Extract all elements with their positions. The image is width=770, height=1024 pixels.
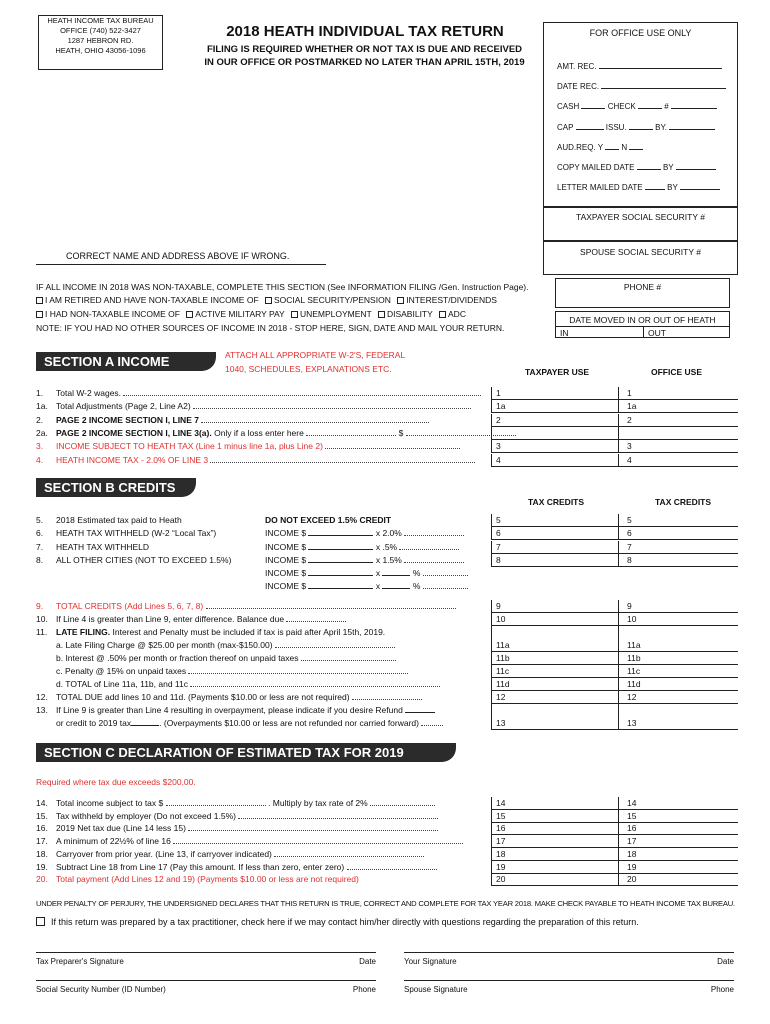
taxpayer-amount-cell[interactable]: 4 xyxy=(492,454,619,467)
line-text: or credit to 2019 tax xyxy=(56,718,132,728)
credit-column xyxy=(491,527,619,540)
practitioner-checkbox[interactable] xyxy=(36,917,45,926)
line-text: Total payment (Add Lines 12 and 19) (Payments $10.00 or less are not required) xyxy=(56,874,359,885)
section-a-title: SECTION A INCOME xyxy=(36,352,216,371)
line-number: 19. xyxy=(36,861,48,872)
out-label: OUT xyxy=(648,328,666,338)
other-city-income-field[interactable] xyxy=(265,568,468,578)
taxpayer-amount-cell[interactable]: 11b xyxy=(492,652,619,665)
taxpayer-amount-cell[interactable]: 1 xyxy=(492,387,619,400)
preparer-signature-line[interactable] xyxy=(36,952,376,966)
spouse-ssn-label: SPOUSE SOCIAL SECURITY # xyxy=(580,247,701,257)
taxpayer-amount-cell[interactable]: 16 xyxy=(492,822,619,835)
line-text: $ xyxy=(158,798,164,808)
taxpayer-amount-cell[interactable]: 11d xyxy=(492,678,619,691)
amount-column xyxy=(618,704,738,717)
bureau-line: OFFICE (740) 522-3427 xyxy=(60,26,141,35)
bureau-address-box xyxy=(38,15,163,70)
taxpayer-column xyxy=(491,797,619,810)
retired-label: I AM RETIRED AND HAVE NON-TAXABLE INCOME OF xyxy=(45,295,259,305)
line-row xyxy=(36,627,385,637)
unemployment-checkbox[interactable] xyxy=(291,311,298,318)
line-text: Total W-2 wages. xyxy=(56,388,122,398)
line-row xyxy=(36,849,424,859)
income-label: INCOME $ xyxy=(265,581,307,591)
name-address-note: CORRECT NAME AND ADDRESS ABOVE IF WRONG. xyxy=(36,251,326,265)
taxpayer-amount-cell[interactable]: 13 xyxy=(492,717,619,730)
taxpayer-amount-cell[interactable]: 11a xyxy=(492,639,619,652)
office-column xyxy=(618,810,738,823)
taxpayer-amount-cell[interactable]: 19 xyxy=(492,861,619,874)
line-text: HEATH INCOME TAX - 2.0% OF LINE 3 xyxy=(56,454,209,465)
office-amount-cell[interactable]: 1a xyxy=(619,400,738,413)
line-number: 14. xyxy=(36,798,48,808)
credit-column xyxy=(618,514,738,527)
filing-line-2: IN OUR OFFICE OR POSTMARKED NO LATER THAN APRIL 15TH, 2019 xyxy=(204,57,525,68)
retired-row xyxy=(36,295,497,305)
taxpayer-use-header: TAXPAYER USE xyxy=(525,367,590,377)
line-number: 4. xyxy=(36,454,44,465)
rate-label: x .5% xyxy=(375,541,398,552)
bureau-line: HEATH INCOME TAX BUREAU xyxy=(47,16,154,25)
taxpayer-credit-cell[interactable]: 5 xyxy=(492,514,619,527)
taxpayer-amount-cell[interactable]: 11c xyxy=(492,665,619,678)
amount-column xyxy=(618,665,738,678)
office-credit-cell[interactable]: 8 xyxy=(619,554,738,567)
line-number: 16. xyxy=(36,823,48,834)
had-nontaxable-checkbox[interactable] xyxy=(36,311,43,318)
section-b-title: SECTION B CREDITS xyxy=(36,478,196,497)
office-column xyxy=(618,797,738,810)
line-text: PAGE 2 INCOME SECTION I, LINE 3(a). xyxy=(56,427,212,438)
line-row xyxy=(36,428,516,438)
retired-checkbox[interactable] xyxy=(36,297,43,304)
filing-line-1: FILING IS REQUIRED WHETHER OR NOT TAX IS DUE AND RECEIVED xyxy=(206,44,523,55)
line-row xyxy=(36,415,429,425)
taxpayer-amount-cell[interactable]: 18 xyxy=(492,848,619,861)
line-number: 7. xyxy=(36,541,44,552)
line-text: c. Penalty @ 15% on unpaid taxes xyxy=(56,666,187,676)
office-credit-cell[interactable]: 5 xyxy=(619,514,738,527)
office-amount-cell[interactable]: 11c xyxy=(619,665,738,678)
taxpayer-column xyxy=(491,822,619,835)
credit-row xyxy=(36,542,149,552)
office-amount-cell[interactable]: 19 xyxy=(619,861,738,874)
credit-column xyxy=(618,554,738,567)
military-label: ACTIVE MILITARY PAY xyxy=(195,309,285,319)
date-moved-label: DATE MOVED IN OR OUT OF HEATH xyxy=(569,315,716,325)
line-row xyxy=(36,401,471,411)
taxpayer-credit-cell[interactable]: 7 xyxy=(492,541,619,554)
pct-label: % xyxy=(412,568,421,578)
office-amount-cell[interactable]: 9 xyxy=(619,600,738,613)
line-number: 2. xyxy=(36,414,44,425)
taxpayer-amount-cell[interactable]: 9 xyxy=(492,600,619,613)
practitioner-row xyxy=(36,917,639,927)
amount-column xyxy=(491,652,619,665)
perjury-statement: UNDER PENALTY OF PERJURY, THE UNDERSIGNED DECLARES THAT THIS RETURN IS TRUE, CORRECT AND COMPLETE FOR TAX YEAR 2018. MAKE CHECK PAYABLE TO HEATH INCOME TAX BUREAU. xyxy=(36,899,735,908)
x-label: x xyxy=(375,581,381,591)
credit-column xyxy=(618,527,738,540)
ssn-label: Social Security Number (ID Number) xyxy=(36,985,166,994)
office-column xyxy=(618,835,738,848)
line-number: 12. xyxy=(36,692,48,702)
office-credit-cell[interactable]: 6 xyxy=(619,527,738,540)
line-text: Total income subject to tax xyxy=(56,798,157,808)
line-number: 6. xyxy=(36,528,44,539)
taxpayer-column xyxy=(491,427,619,440)
taxpayer-amount-cell[interactable]: 2 xyxy=(492,414,619,427)
had-row xyxy=(36,309,466,319)
line-text: . Multiply by tax rate of 2% xyxy=(268,798,368,808)
amount-column xyxy=(618,626,738,639)
office-column xyxy=(618,848,738,861)
office-amount-cell[interactable]: 11b xyxy=(619,652,738,665)
line-number: 10. xyxy=(36,614,48,624)
adc-checkbox[interactable] xyxy=(439,311,446,318)
taxpayer-amount-cell[interactable] xyxy=(492,704,619,717)
amount-column xyxy=(618,678,738,691)
line-text: a. Late Filing Charge @ $25.00 per month (max-$150.00) xyxy=(56,640,273,650)
taxpayer-column xyxy=(491,810,619,823)
taxpayer-column xyxy=(491,400,619,413)
bureau-line: 1287 HEBRON RD. xyxy=(67,36,134,45)
taxpayer-amount-cell[interactable]: 17 xyxy=(492,835,619,848)
disability-label: DISABILITY xyxy=(386,309,433,319)
line-row xyxy=(36,679,440,689)
cap-label: CAP xyxy=(557,123,574,132)
line-text: Only if a loss enter here xyxy=(214,427,304,438)
credit-row xyxy=(36,528,216,538)
attach-note-1: ATTACH ALL APPROPRIATE W-2'S, FEDERAL xyxy=(225,350,406,360)
line-row xyxy=(36,862,437,872)
line-number: 13. xyxy=(36,705,48,715)
office-column xyxy=(618,873,738,886)
line-number: 18. xyxy=(36,848,48,859)
office-amount-cell[interactable]: 13 xyxy=(619,717,738,730)
spouse-signature-label: Spouse Signature xyxy=(404,985,468,994)
office-amount-cell[interactable]: 11a xyxy=(619,639,738,652)
by-label: BY xyxy=(667,183,678,192)
office-amount-cell[interactable]: 12 xyxy=(619,691,738,704)
amount-column xyxy=(618,691,738,704)
taxpayer-column xyxy=(491,848,619,861)
line-number: 20. xyxy=(36,874,48,885)
taxpayer-amount-cell[interactable] xyxy=(492,427,619,440)
check-label: CHECK xyxy=(607,102,636,111)
line-text: TOTAL DUE add lines 10 and 11d. (Payments $10.00 or less are not required) xyxy=(56,692,350,702)
line-text: LATE FILING. xyxy=(56,627,111,637)
line-text: HEATH TAX WITHHELD xyxy=(56,541,150,552)
date-label: Date xyxy=(717,957,734,966)
letter-mailed-field[interactable] xyxy=(557,183,720,192)
taxpayer-amount-cell[interactable]: 14 xyxy=(492,797,619,810)
preparer-signature-label: Tax Preparer's Signature xyxy=(36,957,124,966)
line-row xyxy=(36,836,463,846)
amount-column xyxy=(491,626,619,639)
ssn-line[interactable] xyxy=(36,980,376,994)
taxpayer-column xyxy=(491,440,619,453)
office-credit-cell[interactable]: 7 xyxy=(619,541,738,554)
military-checkbox[interactable] xyxy=(186,311,193,318)
taxpayer-ssn-box[interactable] xyxy=(543,207,738,241)
line-row xyxy=(36,614,346,624)
issu-label: ISSU. xyxy=(605,123,627,132)
line-text: Interest and Penalty must be included if tax is paid after April 15th, 2019. xyxy=(112,627,386,637)
taxpayer-column xyxy=(491,387,619,400)
tax-credits-header-taxpayer: TAX CREDITS xyxy=(528,497,585,507)
by-label: BY. xyxy=(655,123,668,132)
credit-income-field[interactable] xyxy=(265,528,464,538)
amount-column xyxy=(618,639,738,652)
office-column xyxy=(618,387,738,400)
copy-mailed-field[interactable] xyxy=(557,163,716,172)
hash-label: # xyxy=(664,102,669,111)
x-label: x xyxy=(375,568,381,578)
date-moved-box[interactable] xyxy=(555,311,730,338)
line-text: d. TOTAL of Line 11a, 11b, and 11c xyxy=(56,679,188,689)
credit-income-field[interactable] xyxy=(265,542,459,552)
line-text: Total Adjustments (Page 2, Line A2) xyxy=(56,401,191,412)
line-row xyxy=(36,653,396,663)
taxpayer-amount-cell[interactable]: 15 xyxy=(492,810,619,823)
line-row xyxy=(36,388,481,398)
line-row xyxy=(36,666,408,676)
line-text: Subtract Line 18 from Line 17 (Pay this amount. If less than zero, enter zero) xyxy=(56,861,345,872)
taxpayer-credit-cell[interactable]: 6 xyxy=(492,527,619,540)
office-amount-cell[interactable] xyxy=(619,626,738,639)
your-signature-label: Your Signature xyxy=(404,957,457,966)
income-label: INCOME $ xyxy=(265,528,307,539)
interest-checkbox[interactable] xyxy=(397,297,404,304)
line-row xyxy=(36,640,395,650)
phone-box[interactable] xyxy=(555,278,730,308)
taxpayer-amount-cell[interactable]: 3 xyxy=(492,440,619,453)
line-number: 11. xyxy=(36,627,48,637)
line-row xyxy=(36,798,435,808)
amount-column xyxy=(491,717,619,730)
bureau-line: HEATH, OHIO 43056-1096 xyxy=(55,46,146,55)
amt-rec-label: AMT. REC. xyxy=(557,62,597,71)
social-security-label: SOCIAL SECURITY/PENSION xyxy=(274,295,391,305)
line-text: . (Overpayments $10.00 or less are not refunded nor carried forward) xyxy=(159,718,419,728)
taxpayer-column xyxy=(491,454,619,467)
line-number: 3. xyxy=(36,441,44,452)
office-amount-cell[interactable]: 15 xyxy=(619,810,738,823)
line-number: 5. xyxy=(36,515,44,525)
office-amount-cell[interactable]: 17 xyxy=(619,835,738,848)
in-label: IN xyxy=(560,328,569,338)
line-row xyxy=(36,874,359,884)
office-use-title: FOR OFFICE USE ONLY xyxy=(589,28,692,38)
line-row xyxy=(36,811,438,821)
amount-column xyxy=(491,704,619,717)
your-signature-line[interactable] xyxy=(404,952,734,966)
line-row xyxy=(36,692,422,702)
office-amount-cell[interactable]: 20 xyxy=(619,873,738,886)
filing-notice xyxy=(192,43,537,69)
amount-column xyxy=(618,600,738,613)
line-text: $ xyxy=(398,427,404,438)
spouse-signature-line[interactable] xyxy=(404,980,734,994)
non-taxable-intro: IF ALL INCOME IN 2018 WAS NON-TAXABLE, COMPLETE THIS SECTION (See INFORMATION FILING /Gen. Instruction Page). xyxy=(36,282,529,292)
office-amount-cell[interactable]: 1 xyxy=(619,387,738,400)
office-column xyxy=(618,440,738,453)
credit-column xyxy=(491,541,619,554)
amount-column xyxy=(491,665,619,678)
office-amount-cell[interactable]: 11d xyxy=(619,678,738,691)
line-number: 17. xyxy=(36,836,48,847)
line-text: ALL OTHER CITIES (NOT TO EXCEED 1.5%) xyxy=(56,554,232,565)
required-note: Required where tax due exceeds $200.00. xyxy=(36,777,196,787)
line-number: 1. xyxy=(36,388,44,398)
line-text: Tax withheld by employer (Do not exceed 1.5%) xyxy=(56,810,237,821)
office-amount-cell[interactable]: 18 xyxy=(619,848,738,861)
office-amount-cell[interactable]: 2 xyxy=(619,414,738,427)
amount-column xyxy=(618,717,738,730)
disability-checkbox[interactable] xyxy=(378,311,385,318)
cap-issu-field[interactable] xyxy=(557,123,715,132)
line-text: Carryover from prior year. (Line 13, if carryover indicated) xyxy=(56,848,272,859)
date-label: Date xyxy=(359,957,376,966)
line-row xyxy=(36,441,460,451)
line-text: INCOME SUBJECT TO HEATH TAX (Line 1 minus line 1a, plus Line 2) xyxy=(56,441,323,452)
income-label: INCOME $ xyxy=(265,541,307,552)
taxpayer-column xyxy=(491,873,619,886)
office-column xyxy=(618,414,738,427)
date-rec-label: DATE REC. xyxy=(557,82,600,91)
credit-column xyxy=(491,514,619,527)
taxpayer-column xyxy=(491,414,619,427)
taxpayer-amount-cell[interactable] xyxy=(492,626,619,639)
line-text: TOTAL CREDITS (Add Lines 5, 6, 7, 8) xyxy=(56,601,204,611)
office-column xyxy=(618,400,738,413)
amt-rec-field[interactable] xyxy=(557,62,722,71)
office-column xyxy=(618,822,738,835)
office-column xyxy=(618,427,738,440)
line-row xyxy=(36,455,475,465)
amount-column xyxy=(618,652,738,665)
line-text: HEATH TAX WITHHELD (W-2 “Local Tax”) xyxy=(56,528,217,539)
line-number: 2a. xyxy=(36,427,48,438)
taxpayer-amount-cell[interactable]: 20 xyxy=(492,873,619,886)
office-column xyxy=(618,454,738,467)
had-nontaxable-label: I HAD NON-TAXABLE INCOME OF xyxy=(45,309,180,319)
office-column xyxy=(618,861,738,874)
office-amount-cell[interactable]: 10 xyxy=(619,613,738,626)
office-amount-cell[interactable] xyxy=(619,704,738,717)
office-use-box xyxy=(543,22,738,207)
n-label: N xyxy=(621,143,628,152)
date-rec-field[interactable] xyxy=(557,82,726,91)
office-amount-cell[interactable]: 14 xyxy=(619,797,738,810)
taxpayer-column xyxy=(491,861,619,874)
credit-row xyxy=(36,555,231,565)
office-amount-cell[interactable]: 4 xyxy=(619,454,738,467)
income-label: INCOME $ xyxy=(265,554,307,565)
line-text: PAGE 2 INCOME SECTION I, LINE 7 xyxy=(56,414,199,425)
do-not-exceed-note: DO NOT EXCEED 1.5% CREDIT xyxy=(265,515,392,525)
amount-column xyxy=(491,613,619,626)
section-c-title: SECTION C DECLARATION OF ESTIMATED TAX FOR 2019 xyxy=(36,743,456,762)
line-row xyxy=(36,718,443,728)
line-number: 1a. xyxy=(36,401,48,412)
line-number: 9. xyxy=(36,601,44,611)
by-label: BY xyxy=(662,163,674,172)
income-label: INCOME $ xyxy=(265,568,307,578)
aud-req-label: AUD.REQ. Y xyxy=(557,143,603,152)
line-text: A minimum of 22½% of line 16 xyxy=(56,836,171,847)
practitioner-label: If this return was prepared by a tax practitioner, check here if we may contact him/her directly with questions regarding the preparation of this return. xyxy=(51,917,639,927)
credit-column xyxy=(491,554,619,567)
taxpayer-column xyxy=(491,835,619,848)
office-amount-cell[interactable]: 16 xyxy=(619,822,738,835)
attach-note-2: 1040, SCHEDULES, EXPLANATIONS ETC. xyxy=(225,364,392,374)
line-text: If Line 9 is greater than Line 4 resulting in overpayment, please indicate if you desire Refund xyxy=(56,705,403,715)
taxpayer-amount-cell[interactable]: 10 xyxy=(492,613,619,626)
taxpayer-amount-cell[interactable]: 12 xyxy=(492,691,619,704)
social-security-checkbox[interactable] xyxy=(265,297,272,304)
adc-label: ADC xyxy=(448,309,466,319)
non-taxable-note: NOTE: IF YOU HAD NO OTHER SOURCES OF INCOME IN 2018 - STOP HERE, SIGN, DATE AND MAIL YOUR RETURN. xyxy=(36,323,505,333)
amount-column xyxy=(491,691,619,704)
form-title: 2018 HEATH INDIVIDUAL TAX RETURN xyxy=(226,23,504,40)
amount-column xyxy=(491,678,619,691)
phone-label: PHONE # xyxy=(623,282,662,292)
unemployment-label: UNEMPLOYMENT xyxy=(299,309,372,319)
office-amount-cell[interactable] xyxy=(619,427,738,440)
taxpayer-ssn-label: TAXPAYER SOCIAL SECURITY # xyxy=(576,212,705,222)
copy-mailed-label: COPY MAILED DATE xyxy=(557,163,635,172)
taxpayer-amount-cell[interactable]: 1a xyxy=(492,400,619,413)
line-row xyxy=(36,823,438,833)
phone-label: Phone xyxy=(352,985,376,994)
interest-label: INTEREST/DIVIDENDS xyxy=(406,295,497,305)
pct-label: % xyxy=(412,581,421,591)
line-text: 2018 Estimated tax paid to Heath xyxy=(56,515,182,525)
office-amount-cell[interactable]: 3 xyxy=(619,440,738,453)
line-text: b. Interest @ .50% per month or fraction thereof on unpaid taxes xyxy=(56,653,299,663)
tax-credits-header-office: TAX CREDITS xyxy=(655,497,712,507)
line-row xyxy=(36,705,435,715)
line-number: 15. xyxy=(36,810,48,821)
rate-label: x 1.5% xyxy=(375,554,402,565)
amount-column xyxy=(491,600,619,613)
line-text: 2019 Net tax due (Line 14 less 15) xyxy=(56,823,186,834)
other-city-income-field[interactable] xyxy=(265,581,468,591)
amount-column xyxy=(491,639,619,652)
line-row xyxy=(36,601,456,611)
line-text: If Line 4 is greater than Line 9, enter difference. Balance due xyxy=(56,614,285,624)
spouse-ssn-box[interactable] xyxy=(543,241,738,275)
aud-req-field[interactable] xyxy=(557,143,643,152)
line-number: 8. xyxy=(36,554,44,565)
taxpayer-credit-cell[interactable]: 8 xyxy=(492,554,619,567)
credit-income-field[interactable] xyxy=(265,555,464,565)
letter-mailed-label: LETTER MAILED DATE xyxy=(557,183,643,192)
amount-column xyxy=(618,613,738,626)
cash-label: CASH xyxy=(557,102,580,111)
phone-label: Phone xyxy=(710,985,734,994)
office-use-header: OFFICE USE xyxy=(651,367,703,377)
credit-column xyxy=(618,541,738,554)
cash-check-field[interactable] xyxy=(557,102,717,111)
rate-label: x 2.0% xyxy=(375,528,402,539)
credit-row xyxy=(36,515,182,525)
